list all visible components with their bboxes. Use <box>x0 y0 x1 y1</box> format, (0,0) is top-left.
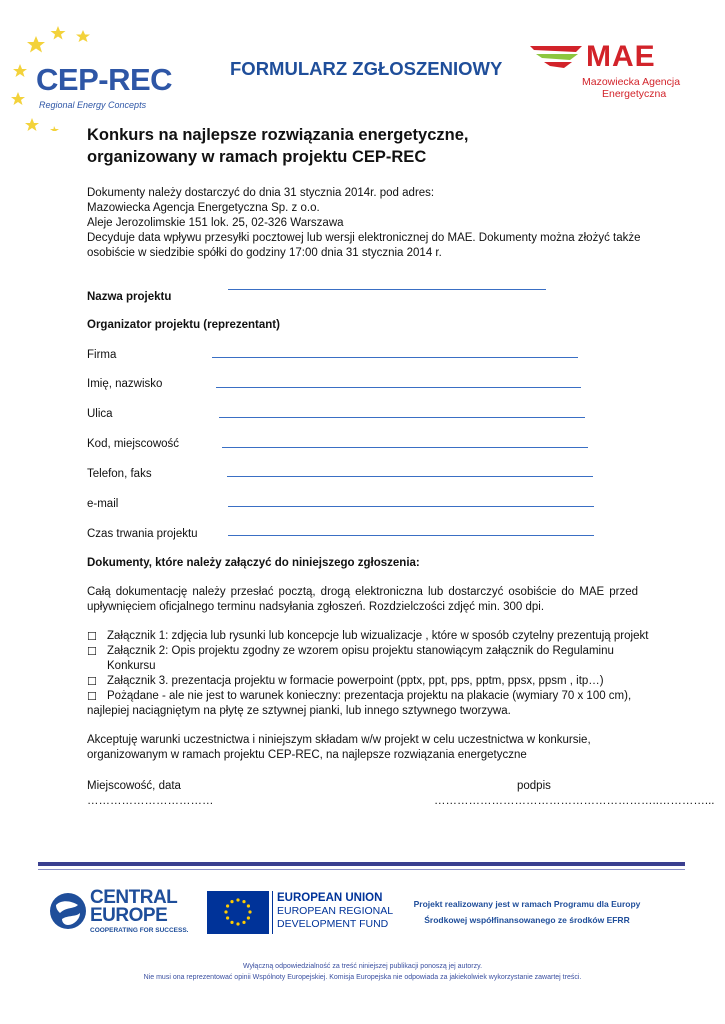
heading-line-1: Konkurs na najlepsze rozwiązania energetyczne, <box>87 126 469 144</box>
signature-dots[interactable]: …………………………………………………..…………... <box>434 795 715 807</box>
checkbox-icon[interactable]: ☐ <box>87 645 97 658</box>
field-line[interactable] <box>222 447 588 448</box>
project-name-line[interactable] <box>228 289 546 290</box>
attachment-continuation: najlepiej naciągniętym na płytę ze sztywnej pianki, lub innego sztywnego tworzywa. <box>87 705 511 717</box>
attachment-label: Załącznik 1: zdjęcia lub rysunki lub koncepcje lub wizualizacje , które w sposób czytelny prezentują projekt <box>107 630 649 642</box>
central-europe-text-1: CENTRAL <box>90 887 178 908</box>
eu-text-1: EUROPEAN UNION <box>277 892 383 904</box>
disclaimer-1: Wyłączną odpowiedzialność za treść niniejszej publikacji ponoszą jej autorzy. <box>242 963 483 970</box>
intro-line: Dokumenty należy dostarczyć do dnia 31 stycznia 2014r. pod adres: <box>87 187 435 199</box>
field-label: Czas trwania projektu <box>87 528 198 540</box>
document-heading <box>87 124 468 168</box>
attachment-continuation: Konkursu <box>107 660 156 672</box>
acceptance-statement <box>87 733 591 763</box>
program-note <box>398 896 656 928</box>
program-note-2: Środkowej współfinansowanego ze środków EFRR <box>424 915 630 925</box>
documents-para-line-1: Całą dokumentację należy przesłać pocztą, drogą elektroniczna lub dostarczyć osobiście do MAE przed <box>87 586 638 598</box>
program-note-1: Projekt realizowany jest w ramach Programu dla Europy <box>413 899 641 909</box>
page-title: FORMULARZ ZGŁOSZENIOWY <box>230 58 503 79</box>
documents-paragraph <box>87 585 638 615</box>
acceptance-line-2: organizowanym w ramach projektu CEP-REC, na najlepsze rozwiązania energetyczne <box>87 749 527 761</box>
field-label: Ulica <box>87 408 113 420</box>
central-europe-logo <box>48 887 198 939</box>
disclaimer-2: Nie musi ona reprezentować opinii Wspólnoty Europejskiej. Komisja Europejska nie odpowiada za jakiekolwiek wykorzystanie zawartej treści. <box>143 974 582 981</box>
central-europe-text-2: EUROPE <box>90 905 168 926</box>
attachment-item[interactable] <box>87 689 647 704</box>
field-label: Telefon, faks <box>87 468 152 480</box>
eu-stars-icon <box>207 891 269 934</box>
attachment-item[interactable] <box>87 629 647 644</box>
intro-line: Mazowiecka Agencja Energetyczna Sp. z o.o. <box>87 202 320 214</box>
mae-logo <box>530 42 690 102</box>
documents-para-line-2: upływnięciem oficjalnego terminu nadsyłania zgłoszeń. Rozdzielczości zdjęć min. 300 dpi. <box>87 601 545 613</box>
signature-label: podpis <box>517 780 551 792</box>
eu-divider <box>272 891 273 934</box>
field-label: Firma <box>87 349 117 361</box>
heading-line-2: organizowany w ramach projektu CEP-REC <box>87 148 427 166</box>
mae-swoosh-icon <box>530 46 590 72</box>
footer-rule-thin <box>38 869 685 870</box>
attachments-list <box>87 629 647 719</box>
attachment-label: Pożądane - ale nie jest to warunek konieczny: prezentacja projektu na plakacie (wymiary 70 x 100 cm), <box>107 690 632 702</box>
intro-line: Aleje Jerozolimskie 151 lok. 25, 02-326 Warszawa <box>87 217 344 229</box>
project-name-label: Nazwa projektu <box>87 291 172 303</box>
eu-flag <box>207 891 269 934</box>
cep-rec-logo-text: CEP-REC <box>36 62 173 97</box>
footer-rule <box>38 862 685 866</box>
organizer-heading: Organizator projektu (reprezentant) <box>87 319 280 331</box>
globe-icon <box>48 891 88 931</box>
checkbox-icon[interactable]: ☐ <box>87 630 97 643</box>
cep-rec-logo <box>8 22 173 132</box>
documents-heading: Dokumenty, które należy załączyć do niniejszego zgłoszenia: <box>87 557 420 569</box>
field-line[interactable] <box>228 506 594 507</box>
mae-logo-subtitle-1: Mazowiecka Agencja <box>582 76 681 88</box>
field-line[interactable] <box>216 387 581 388</box>
field-line[interactable] <box>227 476 593 477</box>
intro-line: osobiście w siedzibie spółki do godziny 17:00 dnia 31 stycznia 2014 r. <box>87 247 442 259</box>
cep-rec-logo-subtitle: Regional Energy Concepts <box>39 100 147 110</box>
checkbox-icon[interactable]: ☐ <box>87 675 97 688</box>
intro-block <box>87 186 641 261</box>
disclaimer <box>0 961 725 983</box>
mae-logo-subtitle-2: Energetyczna <box>602 88 667 100</box>
attachment-label: Załącznik 2: Opis projektu zgodny ze wzorem opisu projektu stanowiącym załącznik do Regulaminu <box>107 645 614 657</box>
field-label: e-mail <box>87 498 119 510</box>
place-date-dots[interactable]: …………………………… <box>87 795 214 807</box>
attachment-item[interactable] <box>87 644 647 659</box>
checkbox-icon[interactable]: ☐ <box>87 690 97 703</box>
attachment-label: Załącznik 3. prezentacja projektu w formacie powerpoint (pptx, ppt, pps, pptm, ppsx, ppsm , itp…) <box>107 675 604 687</box>
acceptance-line-1: Akceptuję warunki uczestnictwa i niniejszym składam w/w projekt w celu uczestnictwa w konkursie, <box>87 734 591 746</box>
mae-logo-text: MAE <box>586 40 656 73</box>
place-date-label: Miejscowość, data <box>87 780 181 792</box>
eu-text-3: DEVELOPMENT FUND <box>277 918 389 930</box>
eu-text-block <box>277 892 393 931</box>
field-line[interactable] <box>212 357 578 358</box>
eu-text-2: EUROPEAN REGIONAL <box>277 905 394 917</box>
attachment-item[interactable] <box>87 674 647 689</box>
central-europe-text-3: COOPERATING FOR SUCCESS. <box>90 927 189 934</box>
field-label: Imię, nazwisko <box>87 378 163 390</box>
field-line[interactable] <box>228 535 594 536</box>
field-line[interactable] <box>219 417 585 418</box>
field-label: Kod, miejscowość <box>87 438 180 450</box>
intro-line: Decyduje data wpływu przesyłki pocztowej lub wersji elektronicznej do MAE. Dokumenty można złożyć także <box>87 232 641 244</box>
